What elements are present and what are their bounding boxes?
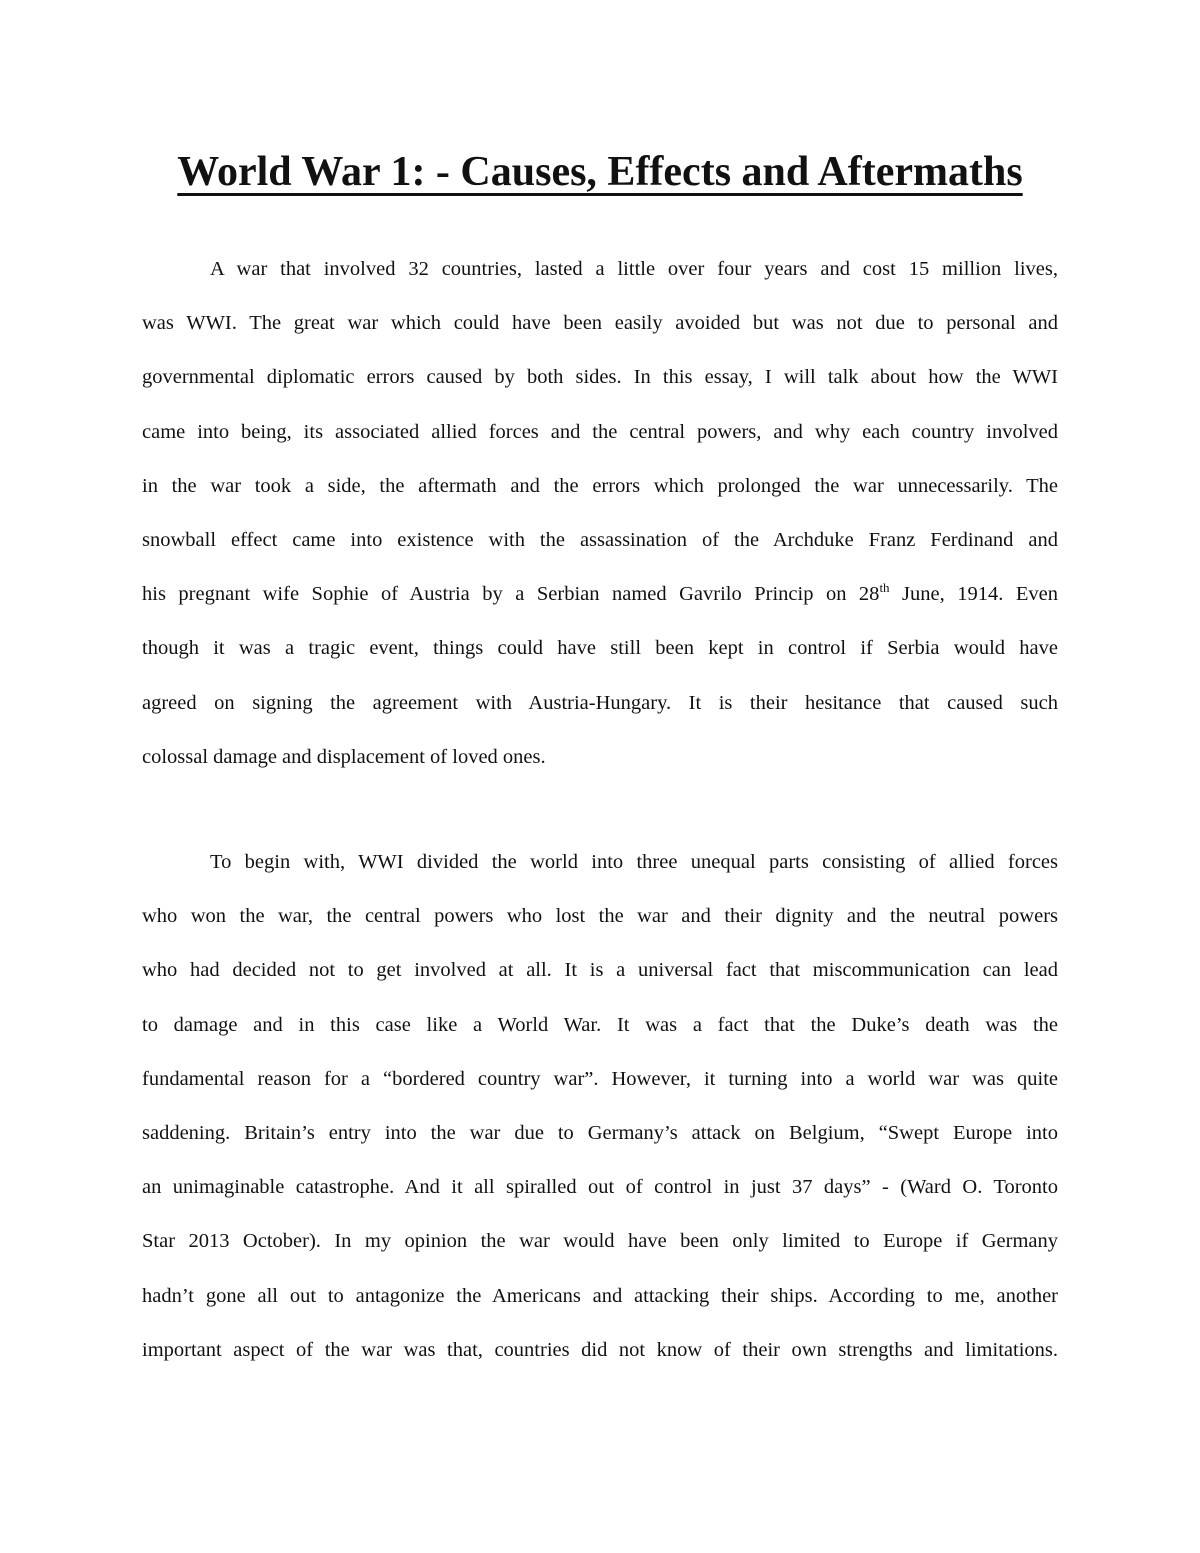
paragraph-line: in the war took a side, the aftermath and the errors which prolonged the war unnecessarily. The [142,474,1058,497]
paragraph-line: snowball effect came into existence with the assassination of the Archduke Franz Ferdinand and [142,528,1058,551]
paragraph-line: A war that involved 32 countries, lasted a little over four years and cost 15 million lives, [210,258,1058,280]
paragraph-line: hadn’t gone all out to antagonize the Americans and attacking their ships. According to me, another [142,1284,1058,1307]
superscript-ordinal: th [879,580,890,596]
paragraph-2 [142,835,1058,1377]
paragraph-line: was WWI. The great war which could have been easily avoided but was not due to personal and [142,312,1058,335]
paragraph-line: came into being, its associated allied forces and the central powers, and why each country involved [142,420,1058,443]
paragraph-line: an unimaginable catastrophe. And it all spiralled out of control in just 37 days” - (Ward O. Toronto [142,1176,1058,1199]
paragraph-line: To begin with, WWI divided the world into three unequal parts consisting of allied forces [210,851,1058,873]
paragraph-line: who had decided not to get involved at all. It is a universal fact that miscommunication can lead [142,959,1058,982]
paragraph-line: who won the war, the central powers who lost the war and their dignity and the neutral powers [142,905,1058,928]
paragraph-line: saddening. Britain’s entry into the war due to Germany’s attack on Belgium, “Swept Europe into [142,1121,1058,1144]
paragraph-line: agreed on signing the agreement with Austria-Hungary. It is their hesitance that caused such [142,691,1058,714]
paragraph-line: important aspect of the war was that, countries did not know of their own strengths and limitations. [142,1338,1058,1361]
paragraph-line: his pregnant wife Sophie of Austria by a Serbian named Gavrilo Princip on 28th June, 1914. Even [142,580,1058,606]
paragraph-line: colossal damage and displacement of loved ones. [142,745,546,768]
paragraph-line: to damage and in this case like a World War. It was a fact that the Duke’s death was the [142,1013,1058,1036]
paragraph-line: though it was a tragic event, things could have still been kept in control if Serbia would have [142,637,1058,660]
paragraph-line: fundamental reason for a “bordered country war”. However, it turning into a world war was quite [142,1067,1058,1090]
paragraph-line: governmental diplomatic errors caused by both sides. In this essay, I will talk about how the WWI [142,366,1058,389]
document-title: World War 1: - Causes, Effects and Aftermaths [177,149,1023,195]
paragraph-1 [142,242,1058,784]
paragraph-line: Star 2013 October). In my opinion the war would have been only limited to Europe if Germany [142,1230,1058,1253]
